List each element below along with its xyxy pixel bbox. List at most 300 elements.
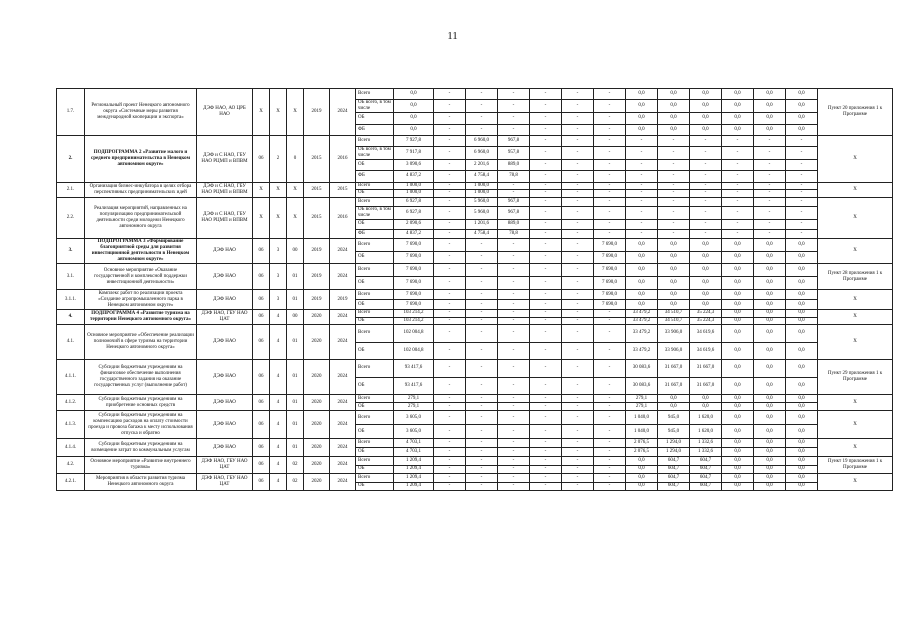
funding-source: Всего (356, 439, 394, 448)
amount-cell: 7 690,0 (394, 264, 434, 277)
amount-cell: - (562, 264, 594, 277)
table-row (57, 197, 893, 207)
amount-cell: - (498, 182, 530, 190)
amount-cell: - (530, 411, 562, 425)
amount-cell: 0,0 (754, 425, 786, 439)
funding-source: ОБ (356, 425, 394, 439)
amount-cell: - (786, 207, 818, 220)
amount-cell: - (754, 147, 786, 160)
amount-cell: 279,1 (626, 395, 658, 403)
amount-cell: - (786, 220, 818, 230)
indicator-note: Х (818, 197, 893, 239)
amount-cell: - (562, 465, 594, 474)
end-year: 2024 (330, 89, 356, 136)
code-cell: 4 (270, 439, 287, 457)
funding-source: ОБ (356, 482, 394, 491)
funding-source: ОБ всего, в том числе (356, 147, 394, 160)
amount-cell: 31 667,0 (658, 377, 690, 395)
indicator-note: Пункт 28 приложения 1 к Программе (818, 264, 893, 290)
amount-cell: - (530, 89, 562, 100)
amount-cell: - (466, 89, 498, 100)
amount-cell: 5 960,0 (466, 197, 498, 207)
amount-cell: - (466, 474, 498, 483)
amount-cell: 103 214,2 (394, 310, 434, 318)
amount-cell: - (498, 457, 530, 466)
amount-cell: 1 620,0 (690, 425, 722, 439)
amount-cell: - (498, 317, 530, 325)
amount-cell: - (658, 182, 690, 190)
amount-cell: 0,0 (786, 439, 818, 448)
amount-cell: 0,0 (722, 403, 754, 411)
amount-cell: - (562, 182, 594, 190)
amount-cell: - (562, 300, 594, 310)
amount-cell: - (562, 239, 594, 252)
amount-cell: 0,0 (690, 89, 722, 100)
amount-cell: 0,0 (658, 89, 690, 100)
funding-source: Всего (356, 360, 394, 378)
amount-cell: - (594, 377, 626, 395)
amount-cell: 945,0 (658, 425, 690, 439)
funding-source: ОБ (356, 403, 394, 411)
amount-cell: - (434, 310, 466, 318)
amount-cell: - (594, 100, 626, 113)
amount-cell: - (562, 425, 594, 439)
amount-cell: - (594, 448, 626, 457)
amount-cell: - (722, 197, 754, 207)
amount-cell: 78,8 (498, 229, 530, 239)
row-number: 2. (57, 135, 85, 182)
amount-cell: 0,0 (722, 251, 754, 264)
amount-cell: 0,0 (626, 124, 658, 135)
amount-cell: - (530, 264, 562, 277)
end-year: 2024 (330, 310, 356, 325)
budget-table (56, 88, 893, 491)
amount-cell: - (594, 342, 626, 360)
row-number: 4.2. (57, 457, 85, 474)
code-cell: 06 (253, 310, 270, 325)
amount-cell: - (594, 113, 626, 124)
amount-cell: 889,0 (498, 160, 530, 171)
indicator-note: Х (818, 135, 893, 182)
amount-cell: - (498, 325, 530, 343)
amount-cell: - (530, 100, 562, 113)
amount-cell: - (594, 147, 626, 160)
amount-cell: - (562, 310, 594, 318)
amount-cell: - (530, 360, 562, 378)
start-year: 2020 (304, 457, 330, 474)
amount-cell: 35 224,3 (690, 310, 722, 318)
amount-cell: 7 917,8 (394, 147, 434, 160)
amount-cell: - (786, 147, 818, 160)
activity-name: ПОДПРОГРАММА 2 «Развитие малого и среднего предпринимательства в Ненецком автономном округе» (85, 135, 197, 182)
start-year: 2019 (304, 89, 330, 136)
amount-cell: - (434, 290, 466, 300)
amount-cell: 1 332,6 (690, 439, 722, 448)
funding-source: ОБ (356, 113, 394, 124)
amount-cell: - (434, 465, 466, 474)
amount-cell: 0,0 (722, 439, 754, 448)
amount-cell: - (434, 239, 466, 252)
amount-cell: - (562, 474, 594, 483)
amount-cell: 33 479,2 (626, 342, 658, 360)
code-cell: 01 (287, 264, 304, 290)
amount-cell: - (658, 220, 690, 230)
amount-cell: 0,0 (722, 465, 754, 474)
row-number: 3. (57, 239, 85, 264)
activity-name: ПОДПРОГРАММА 3 «Формирование благоприятной среды для развития инвестиционной деятельности в Ненецком автономном округе» (85, 239, 197, 264)
code-cell: 0 (287, 135, 304, 182)
amount-cell: 7 690,0 (594, 290, 626, 300)
end-year: 2016 (330, 197, 356, 239)
code-cell: 4 (270, 457, 287, 474)
start-year: 2020 (304, 439, 330, 457)
end-year: 2024 (330, 239, 356, 264)
amount-cell: 33 479,2 (626, 317, 658, 325)
amount-cell: - (562, 377, 594, 395)
amount-cell: 35 224,3 (690, 317, 722, 325)
amount-cell: 7 927,8 (394, 135, 434, 146)
end-year: 2024 (330, 360, 356, 395)
code-cell: 06 (253, 474, 270, 491)
funding-source: Всего (356, 325, 394, 343)
amount-cell: 889,0 (498, 220, 530, 230)
code-cell: 2 (270, 135, 287, 182)
amount-cell: - (530, 300, 562, 310)
amount-cell: 1 040,0 (626, 425, 658, 439)
amount-cell: - (594, 89, 626, 100)
activity-name: Организация бизнес-инкубатора в целях отбора перспективных предпринимательских идей (85, 182, 197, 197)
amount-cell: - (786, 182, 818, 190)
amount-cell: - (690, 190, 722, 198)
amount-cell: 0,0 (786, 317, 818, 325)
amount-cell: 0,0 (626, 251, 658, 264)
amount-cell: 1 000,0 (394, 190, 434, 198)
amount-cell: 0,0 (626, 482, 658, 491)
amount-cell: - (722, 220, 754, 230)
amount-cell: - (626, 171, 658, 182)
amount-cell: - (434, 124, 466, 135)
amount-cell: - (434, 277, 466, 290)
amount-cell: 4 758,4 (466, 229, 498, 239)
code-cell: Х (287, 182, 304, 197)
amount-cell: - (434, 207, 466, 220)
responsible-executor: ДЭФ НАО (197, 264, 253, 290)
amount-cell: - (434, 100, 466, 113)
amount-cell: 0,0 (626, 474, 658, 483)
amount-cell: 0,0 (754, 403, 786, 411)
amount-cell: - (530, 325, 562, 343)
amount-cell: - (594, 124, 626, 135)
amount-cell: 0,0 (658, 395, 690, 403)
code-cell: Х (270, 89, 287, 136)
amount-cell: 0,0 (786, 113, 818, 124)
funding-source: Всего (356, 457, 394, 466)
amount-cell: - (466, 411, 498, 425)
amount-cell: 93 417,6 (394, 377, 434, 395)
code-cell: 06 (253, 290, 270, 310)
amount-cell: - (562, 457, 594, 466)
amount-cell: 279,1 (394, 395, 434, 403)
amount-cell: - (562, 482, 594, 491)
amount-cell: 1 201,6 (466, 220, 498, 230)
table-row (57, 360, 893, 378)
amount-cell: - (434, 171, 466, 182)
amount-cell: - (626, 220, 658, 230)
amount-cell: - (562, 171, 594, 182)
amount-cell: - (754, 160, 786, 171)
indicator-note: Х (818, 239, 893, 264)
code-cell: Х (253, 197, 270, 239)
responsible-executor: ДЭФ НАО, ГБУ НАО ЦАТ (197, 310, 253, 325)
amount-cell: - (594, 171, 626, 182)
amount-cell: - (434, 403, 466, 411)
row-number: 4.2.1. (57, 474, 85, 491)
amount-cell: 0,0 (754, 448, 786, 457)
amount-cell: 0,0 (394, 113, 434, 124)
amount-cell: - (530, 124, 562, 135)
amount-cell: 34 619,6 (690, 325, 722, 343)
start-year: 2020 (304, 474, 330, 491)
amount-cell: - (498, 411, 530, 425)
funding-source: ОБ (356, 160, 394, 171)
amount-cell: 0,0 (658, 290, 690, 300)
amount-cell: - (690, 229, 722, 239)
amount-cell: - (626, 229, 658, 239)
amount-cell: 0,0 (754, 290, 786, 300)
table-row (57, 457, 893, 466)
amount-cell: 0,0 (754, 239, 786, 252)
amount-cell: - (530, 190, 562, 198)
amount-cell: - (754, 182, 786, 190)
amount-cell: - (786, 229, 818, 239)
amount-cell: 0,0 (722, 425, 754, 439)
amount-cell: - (594, 474, 626, 483)
funding-source: ОБ (356, 220, 394, 230)
amount-cell: 279,1 (626, 403, 658, 411)
amount-cell: - (434, 300, 466, 310)
amount-cell: - (530, 474, 562, 483)
amount-cell: - (658, 135, 690, 146)
table-row (57, 89, 893, 100)
amount-cell: - (498, 239, 530, 252)
amount-cell: 0,0 (722, 89, 754, 100)
amount-cell: 1 209,4 (394, 474, 434, 483)
amount-cell: - (594, 135, 626, 146)
amount-cell: - (594, 325, 626, 343)
amount-cell: - (498, 342, 530, 360)
amount-cell: 7 690,0 (394, 277, 434, 290)
funding-source: ОБ (356, 190, 394, 198)
amount-cell: - (530, 465, 562, 474)
amount-cell: - (722, 135, 754, 146)
amount-cell: 2 076,5 (626, 439, 658, 448)
code-cell: 06 (253, 395, 270, 411)
amount-cell: - (562, 100, 594, 113)
amount-cell: 0,0 (394, 124, 434, 135)
amount-cell: - (594, 310, 626, 318)
amount-cell: 1 209,4 (394, 482, 434, 491)
amount-cell: - (434, 474, 466, 483)
amount-cell: 33 906,0 (658, 325, 690, 343)
amount-cell: - (530, 342, 562, 360)
amount-cell: 0,0 (786, 425, 818, 439)
amount-cell: 967,8 (498, 197, 530, 207)
amount-cell: 6 927,8 (394, 207, 434, 220)
table-row (57, 395, 893, 403)
indicator-note: Х (818, 439, 893, 457)
indicator-note: Х (818, 474, 893, 491)
amount-cell: 5 960,0 (466, 207, 498, 220)
amount-cell: - (562, 439, 594, 448)
activity-name: Региональный проект Ненецкого автономного округа «Системные меры развития международной кооперации и экспорта» (85, 89, 197, 136)
amount-cell: - (754, 197, 786, 207)
amount-cell: - (530, 277, 562, 290)
indicator-note: Пункт 20 приложения 1 к Программе (818, 89, 893, 136)
amount-cell: 2 201,6 (466, 160, 498, 171)
amount-cell: - (434, 448, 466, 457)
amount-cell: - (626, 160, 658, 171)
amount-cell: 0,0 (722, 411, 754, 425)
amount-cell: - (434, 439, 466, 448)
amount-cell: - (498, 190, 530, 198)
funding-source: ОБ (356, 448, 394, 457)
code-cell: Х (270, 182, 287, 197)
table-row (57, 310, 893, 318)
amount-cell: - (658, 160, 690, 171)
start-year: 2019 (304, 239, 330, 264)
amount-cell: - (530, 220, 562, 230)
row-number: 4.1.1. (57, 360, 85, 395)
responsible-executor: ДЭФ НАО, ГБУ НАО ЦАТ (197, 457, 253, 474)
amount-cell: - (594, 207, 626, 220)
amount-cell: 0,0 (690, 251, 722, 264)
activity-name: Субсидии бюджетным учреждениям на компенсацию расходов на оплату стоимости проезда и провоза багажа к месту использования отпуска и обратно (85, 411, 197, 439)
responsible-executor: ДЭФ НАО (197, 239, 253, 264)
amount-cell: - (626, 197, 658, 207)
code-cell: Х (253, 182, 270, 197)
amount-cell: - (562, 229, 594, 239)
amount-cell: - (626, 182, 658, 190)
funding-source: Всего (356, 264, 394, 277)
amount-cell: - (562, 395, 594, 403)
amount-cell: 0,0 (658, 251, 690, 264)
amount-cell: 30 083,6 (626, 377, 658, 395)
start-year: 2015 (304, 182, 330, 197)
amount-cell: - (722, 160, 754, 171)
amount-cell: 7 690,0 (594, 300, 626, 310)
indicator-note: Пункт 29 приложения 1 к Программе (818, 360, 893, 395)
amount-cell: - (498, 448, 530, 457)
amount-cell: 0,0 (786, 325, 818, 343)
amount-cell: 0,0 (786, 251, 818, 264)
amount-cell: 0,0 (626, 465, 658, 474)
code-cell: 01 (287, 290, 304, 310)
table-row (57, 135, 893, 146)
amount-cell: 0,0 (722, 113, 754, 124)
code-cell: 3 (270, 264, 287, 290)
amount-cell: - (498, 482, 530, 491)
activity-name: Субсидии бюджетным учреждениям на финансовое обеспечение выполнения государственного задания на оказание государственных услуг (выполнение работ) (85, 360, 197, 395)
amount-cell: 0,0 (722, 317, 754, 325)
indicator-note: Х (818, 310, 893, 325)
amount-cell: - (498, 113, 530, 124)
amount-cell: 0,0 (394, 100, 434, 113)
amount-cell: - (466, 251, 498, 264)
amount-cell: - (434, 89, 466, 100)
amount-cell: - (434, 457, 466, 466)
amount-cell: - (562, 325, 594, 343)
amount-cell: - (530, 251, 562, 264)
amount-cell: - (754, 171, 786, 182)
amount-cell: 0,0 (722, 342, 754, 360)
start-year: 2020 (304, 411, 330, 439)
amount-cell: 0,0 (754, 360, 786, 378)
amount-cell: - (658, 190, 690, 198)
amount-cell: - (530, 171, 562, 182)
code-cell: 02 (287, 474, 304, 491)
amount-cell: - (498, 403, 530, 411)
amount-cell: - (626, 207, 658, 220)
amount-cell: 0,0 (690, 100, 722, 113)
amount-cell: - (530, 317, 562, 325)
indicator-note: Х (818, 182, 893, 197)
start-year: 2020 (304, 360, 330, 395)
amount-cell: 34 510,7 (658, 317, 690, 325)
amount-cell: 0,0 (658, 277, 690, 290)
amount-cell: 1 209,4 (394, 457, 434, 466)
amount-cell: - (498, 310, 530, 318)
amount-cell: - (562, 317, 594, 325)
funding-source: Всего (356, 290, 394, 300)
end-year: 2024 (330, 439, 356, 457)
amount-cell: 0,0 (626, 457, 658, 466)
amount-cell: - (690, 220, 722, 230)
amount-cell: - (562, 448, 594, 457)
amount-cell: - (690, 207, 722, 220)
amount-cell: - (530, 425, 562, 439)
code-cell: 02 (287, 457, 304, 474)
amount-cell: 0,0 (722, 277, 754, 290)
activity-name: Реализация мероприятий, направленных на популяризацию предпринимательской деятельности среди молодежи Ненецкого автономного округа (85, 197, 197, 239)
amount-cell: 4 837,2 (394, 229, 434, 239)
amount-cell: 1 294,0 (658, 439, 690, 448)
amount-cell: - (562, 411, 594, 425)
responsible-executor: ДЭФ НАО (197, 439, 253, 457)
amount-cell: 0,0 (786, 100, 818, 113)
table-row (57, 239, 893, 252)
amount-cell: 0,0 (626, 277, 658, 290)
amount-cell: - (498, 300, 530, 310)
table-row (57, 290, 893, 300)
amount-cell: - (466, 264, 498, 277)
code-cell: 06 (253, 135, 270, 182)
amount-cell: - (434, 251, 466, 264)
funding-source: Всего (356, 411, 394, 425)
amount-cell: 1 294,0 (658, 448, 690, 457)
amount-cell: - (466, 290, 498, 300)
amount-cell: - (562, 251, 594, 264)
activity-name: Субсидии бюджетным учреждениям на приобретение основных средств (85, 395, 197, 411)
amount-cell: - (626, 147, 658, 160)
amount-cell: 7 690,0 (394, 239, 434, 252)
amount-cell: - (594, 403, 626, 411)
amount-cell: 33 906,0 (658, 342, 690, 360)
amount-cell: 604,7 (690, 482, 722, 491)
table-row (57, 474, 893, 483)
amount-cell: 0,0 (786, 465, 818, 474)
amount-cell: - (626, 190, 658, 198)
amount-cell: 0,0 (754, 317, 786, 325)
